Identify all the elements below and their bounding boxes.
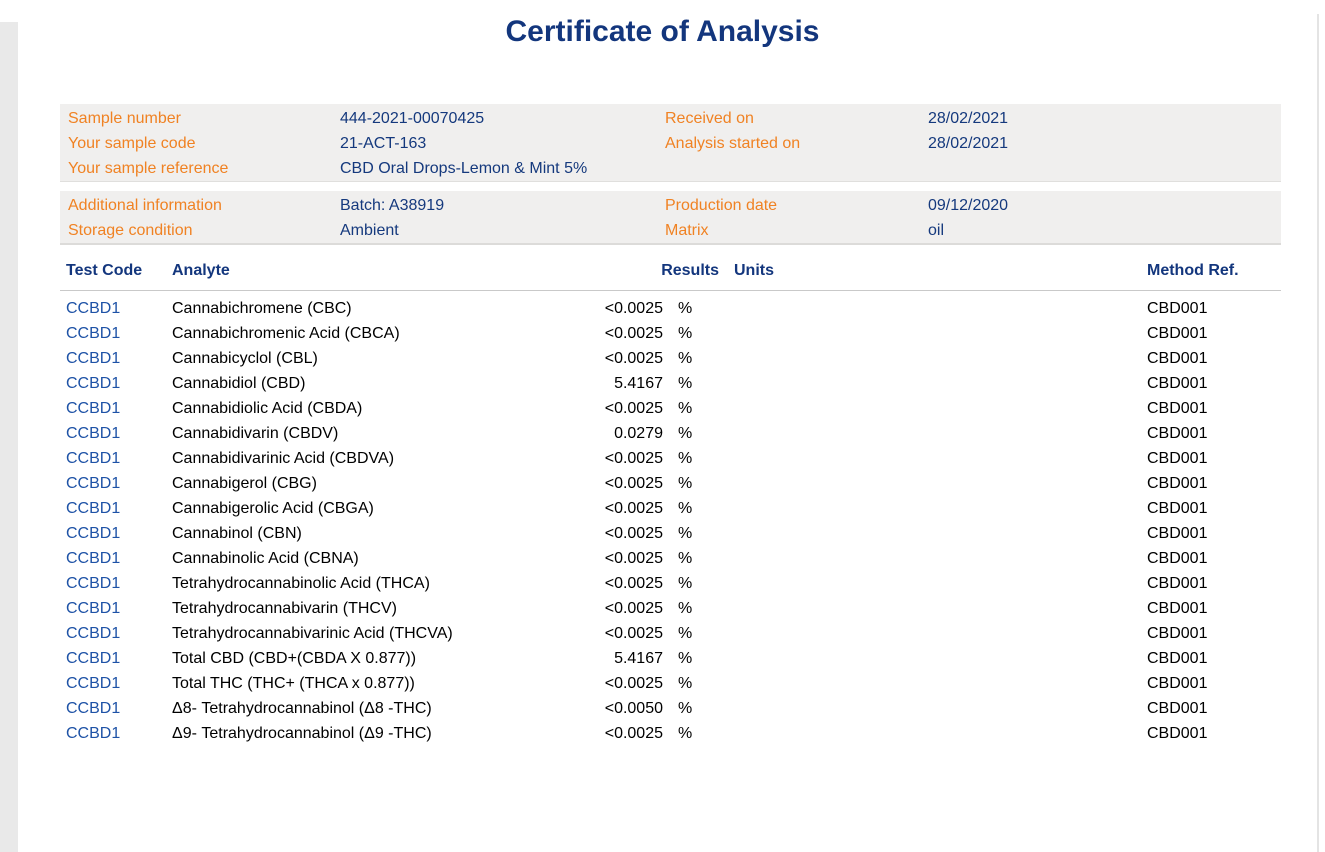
table-row (60, 346, 1281, 371)
info-value: 28/02/2021 (928, 110, 1009, 127)
cell-analyte: Cannabichromenic Acid (CBCA) (172, 325, 400, 342)
info-value: CBD Oral Drops-Lemon & Mint 5% (340, 160, 588, 177)
cell-test-code: CCBD1 (66, 500, 121, 517)
cell-method-ref: CBD001 (1147, 575, 1208, 592)
cell-test-code: CCBD1 (66, 625, 121, 642)
cell-test-code: CCBD1 (66, 400, 121, 417)
cell-units: % (678, 500, 693, 517)
info-row (68, 156, 1281, 181)
cell-test-code: CCBD1 (66, 475, 121, 492)
cell-units: % (678, 525, 693, 542)
cell-analyte: Δ9- Tetrahydrocannabinol (Δ9 -THC) (172, 725, 432, 742)
results-table-body (60, 291, 1281, 746)
cell-result: <0.0025 (604, 500, 663, 517)
header-analyte: Analyte (172, 262, 230, 279)
info-row (68, 131, 1281, 156)
info-label: Matrix (665, 222, 709, 239)
header-results: Results (661, 262, 719, 279)
cell-method-ref: CBD001 (1147, 375, 1208, 392)
cell-method-ref: CBD001 (1147, 400, 1208, 417)
table-row (60, 571, 1281, 596)
info-row (68, 106, 1281, 131)
cell-method-ref: CBD001 (1147, 300, 1208, 317)
cell-method-ref: CBD001 (1147, 450, 1208, 467)
info-value: Ambient (340, 222, 399, 239)
certificate-page (0, 14, 1325, 852)
table-row (60, 371, 1281, 396)
cell-test-code: CCBD1 (66, 725, 121, 742)
table-row (60, 471, 1281, 496)
header-method-ref: Method Ref. (1147, 262, 1239, 279)
info-value: Batch: A38919 (340, 197, 445, 214)
table-row (60, 721, 1281, 746)
cell-units: % (678, 700, 693, 717)
cell-test-code: CCBD1 (66, 450, 121, 467)
table-row (60, 321, 1281, 346)
page-right-edge (1317, 14, 1319, 852)
cell-method-ref: CBD001 (1147, 650, 1208, 667)
cell-result: <0.0025 (604, 300, 663, 317)
cell-units: % (678, 300, 693, 317)
header-units: Units (734, 262, 774, 279)
info-label: Sample number (68, 110, 181, 127)
cell-test-code: CCBD1 (66, 350, 121, 367)
cell-test-code: CCBD1 (66, 650, 121, 667)
cell-result: <0.0050 (604, 700, 663, 717)
cell-analyte: Cannabidivarinic Acid (CBDVA) (172, 450, 395, 467)
cell-units: % (678, 675, 693, 692)
cell-analyte: Cannabinolic Acid (CBNA) (172, 550, 359, 567)
results-table (60, 260, 1281, 746)
table-row (60, 621, 1281, 646)
table-row (60, 696, 1281, 721)
cell-method-ref: CBD001 (1147, 625, 1208, 642)
info-value: oil (928, 222, 945, 239)
cell-method-ref: CBD001 (1147, 700, 1208, 717)
info-label: Received on (665, 110, 754, 127)
table-row (60, 671, 1281, 696)
table-row (60, 396, 1281, 421)
info-value: 444-2021-00070425 (340, 110, 485, 127)
cell-result: <0.0025 (604, 475, 663, 492)
cell-method-ref: CBD001 (1147, 600, 1208, 617)
cell-result: <0.0025 (604, 725, 663, 742)
cell-units: % (678, 625, 693, 642)
cell-method-ref: CBD001 (1147, 525, 1208, 542)
cell-units: % (678, 325, 693, 342)
cell-result: 0.0279 (614, 425, 663, 442)
cell-test-code: CCBD1 (66, 425, 121, 442)
cell-units: % (678, 575, 693, 592)
cell-result: <0.0025 (604, 600, 663, 617)
cell-test-code: CCBD1 (66, 325, 121, 342)
cell-units: % (678, 450, 693, 467)
cell-method-ref: CBD001 (1147, 675, 1208, 692)
cell-analyte: Cannabichromene (CBC) (172, 300, 352, 317)
cell-units: % (678, 400, 693, 417)
cell-units: % (678, 650, 693, 667)
table-row (60, 421, 1281, 446)
cell-analyte: Δ8- Tetrahydrocannabinol (Δ8 -THC) (172, 700, 432, 717)
header-test-code: Test Code (66, 262, 143, 279)
cell-method-ref: CBD001 (1147, 350, 1208, 367)
cell-method-ref: CBD001 (1147, 325, 1208, 342)
cell-method-ref: CBD001 (1147, 425, 1208, 442)
info-label: Additional information (68, 197, 222, 214)
cell-result: 5.4167 (614, 650, 663, 667)
cell-result: <0.0025 (604, 550, 663, 567)
cell-analyte: Cannabigerol (CBG) (172, 475, 317, 492)
cell-analyte: Cannabidivarin (CBDV) (172, 425, 339, 442)
cell-test-code: CCBD1 (66, 575, 121, 592)
cell-method-ref: CBD001 (1147, 475, 1208, 492)
cell-units: % (678, 375, 693, 392)
cell-test-code: CCBD1 (66, 550, 121, 567)
table-row (60, 296, 1281, 321)
table-row (60, 546, 1281, 571)
info-value (928, 156, 1281, 181)
cell-analyte: Cannabigerolic Acid (CBGA) (172, 500, 374, 517)
info-label: Production date (665, 197, 778, 214)
table-row (60, 521, 1281, 546)
cell-result: <0.0025 (604, 350, 663, 367)
additional-info-body (68, 193, 1281, 243)
cell-test-code: CCBD1 (66, 300, 121, 317)
cell-analyte: Tetrahydrocannabivarin (THCV) (172, 600, 397, 617)
table-row (60, 596, 1281, 621)
info-value: 21-ACT-163 (340, 135, 427, 152)
cell-analyte: Cannabidiolic Acid (CBDA) (172, 400, 363, 417)
cell-test-code: CCBD1 (66, 600, 121, 617)
table-row (60, 496, 1281, 521)
cell-result: <0.0025 (604, 525, 663, 542)
cell-result: <0.0025 (604, 325, 663, 342)
page-left-margin (0, 22, 18, 852)
info-label: Storage condition (68, 222, 193, 239)
cell-analyte: Total THC (THC+ (THCA x 0.877)) (172, 675, 415, 692)
info-value: 09/12/2020 (928, 197, 1009, 214)
cell-analyte: Total CBD (CBD+(CBDA X 0.877)) (172, 650, 417, 667)
cell-result: <0.0025 (604, 450, 663, 467)
cell-result: <0.0025 (604, 675, 663, 692)
sample-info-body (68, 106, 1281, 181)
cell-result: 5.4167 (614, 375, 663, 392)
info-label: Analysis started on (665, 135, 801, 152)
page-title: Certificate of Analysis (505, 15, 820, 48)
cell-result: <0.0025 (604, 400, 663, 417)
info-label (665, 156, 928, 181)
cell-units: % (678, 425, 693, 442)
sample-info-section (60, 104, 1281, 182)
cell-test-code: CCBD1 (66, 525, 121, 542)
info-label: Your sample reference (68, 160, 229, 177)
cell-analyte: Cannabidiol (CBD) (172, 375, 306, 392)
cell-test-code: CCBD1 (66, 700, 121, 717)
info-label: Your sample code (68, 135, 196, 152)
cell-method-ref: CBD001 (1147, 500, 1208, 517)
results-table-header (60, 260, 1281, 291)
cell-analyte: Cannabinol (CBN) (172, 525, 302, 542)
cell-units: % (678, 725, 693, 742)
table-row (60, 646, 1281, 671)
cell-test-code: CCBD1 (66, 675, 121, 692)
table-row (60, 446, 1281, 471)
cell-units: % (678, 600, 693, 617)
cell-analyte: Tetrahydrocannabinolic Acid (THCA) (172, 575, 430, 592)
cell-analyte: Cannabicyclol (CBL) (172, 350, 318, 367)
cell-method-ref: CBD001 (1147, 725, 1208, 742)
cell-analyte: Tetrahydrocannabivarinic Acid (THCVA) (172, 625, 453, 642)
cell-result: <0.0025 (604, 575, 663, 592)
info-row (68, 218, 1281, 243)
cell-units: % (678, 350, 693, 367)
cell-test-code: CCBD1 (66, 375, 121, 392)
additional-info-section (60, 191, 1281, 245)
cell-result: <0.0025 (604, 625, 663, 642)
cell-method-ref: CBD001 (1147, 550, 1208, 567)
info-value: 28/02/2021 (928, 135, 1009, 152)
info-row (68, 193, 1281, 218)
cell-units: % (678, 475, 693, 492)
cell-units: % (678, 550, 693, 567)
